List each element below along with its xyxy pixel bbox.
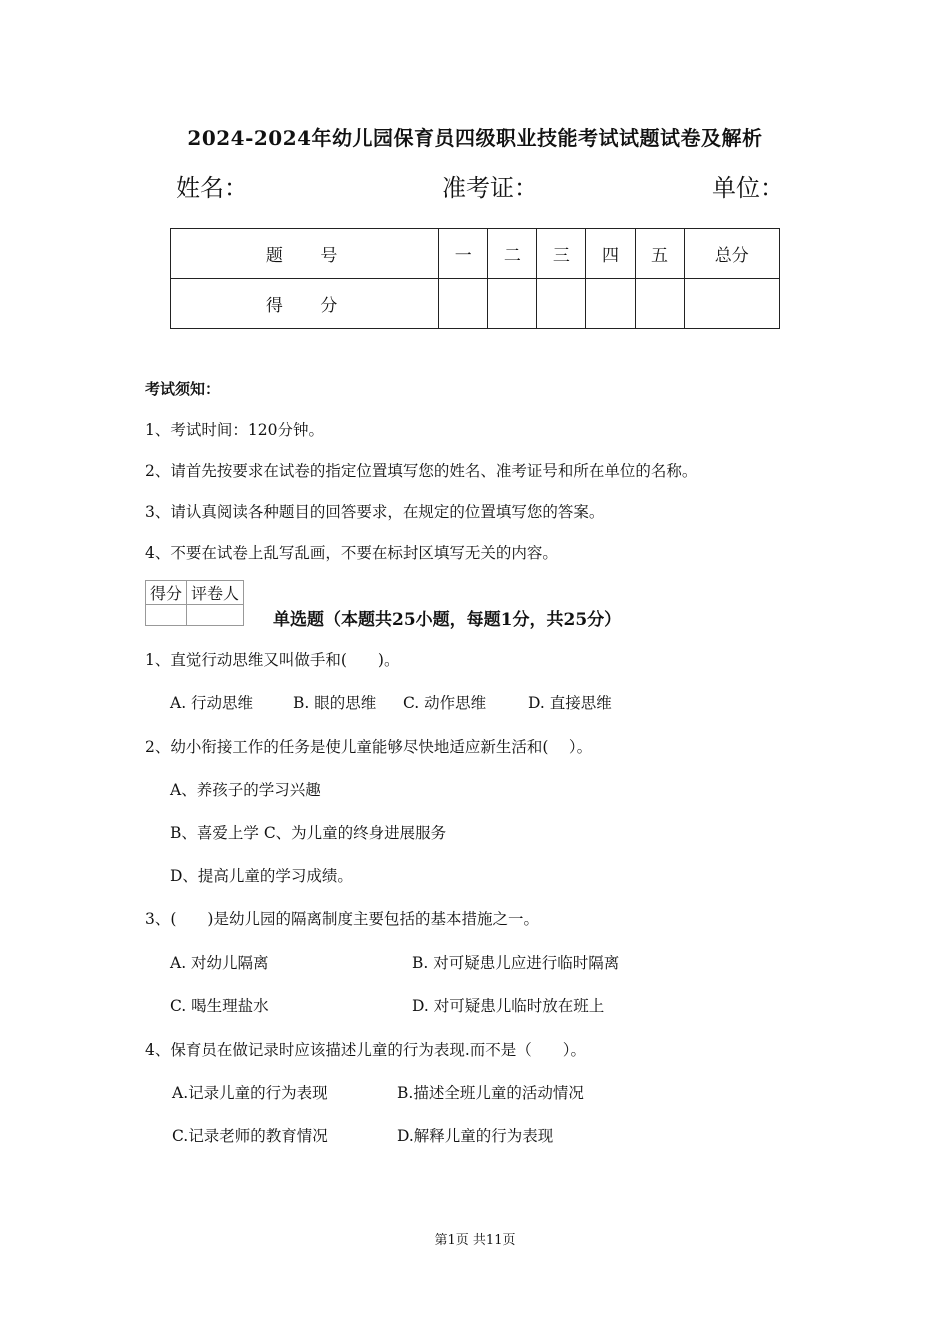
question-text: 1、直觉行动思维又叫做手和( )。 (145, 651, 400, 669)
score-table-header-cell: 四 (586, 229, 635, 279)
score-cell (635, 279, 684, 329)
score-table-row-label: 得 分 (171, 279, 439, 329)
page-title: 2024-2024年幼儿园保育员四级职业技能考试试题试卷及解析 (187, 126, 763, 150)
question-option: A. 对幼儿隔离 (170, 954, 269, 972)
score-cell (439, 279, 488, 329)
score-table-header-cell: 题 号 (171, 229, 439, 279)
score-table-header-cell: 二 (488, 229, 537, 279)
score-cell (488, 279, 537, 329)
question-option: B. 对可疑患儿应进行临时隔离 (412, 954, 620, 972)
question-text: 2、幼小衔接工作的任务是使儿童能够尽快地适应新生活和( ）。 (145, 738, 593, 756)
question-option: A.记录儿童的行为表现 (172, 1084, 328, 1102)
question-option: D、提高儿童的学习成绩。 (170, 867, 353, 885)
grader-box-score-cell (146, 605, 187, 626)
grader-box-grader-label: 评卷人 (187, 581, 244, 605)
question-option: B、喜爱上学 C、为儿童的终身进展服务 (170, 824, 447, 842)
notice-item: 2、请首先按要求在试卷的指定位置填写您的姓名、准考证号和所在单位的名称。 (145, 462, 698, 480)
score-table-header-row (171, 229, 780, 279)
score-cell (586, 279, 635, 329)
section-heading: 单选题（本题共25小题，每题1分，共25分） (273, 610, 622, 630)
question-option: A. 行动思维 (170, 694, 254, 712)
grader-box-grader-cell (187, 605, 244, 626)
unit-field-label: 单位： (712, 174, 784, 202)
notice-item: 4、不要在试卷上乱写乱画，不要在标封区填写无关的内容。 (145, 544, 558, 562)
question-option: C. 喝生理盐水 (170, 997, 269, 1015)
notice-item: 1、考试时间：120分钟。 (145, 421, 324, 439)
notice-item: 3、请认真阅读各种题目的回答要求，在规定的位置填写您的答案。 (145, 503, 605, 521)
question-option: B.描述全班儿童的活动情况 (397, 1084, 584, 1102)
grader-box-score-label: 得分 (146, 581, 187, 605)
name-field-label: 姓名： (176, 174, 248, 202)
grader-box (145, 580, 244, 626)
question-option: D. 对可疑患儿临时放在班上 (412, 997, 605, 1015)
question-option: D. 直接思维 (528, 694, 612, 712)
score-cell (684, 279, 779, 329)
notice-heading: 考试须知： (145, 380, 221, 398)
score-table-header-cell: 总分 (684, 229, 779, 279)
score-table-header-cell: 五 (635, 229, 684, 279)
score-table-score-row (171, 279, 780, 329)
score-table-header-cell: 三 (537, 229, 586, 279)
page-footer: 第1页 共11页 (434, 1233, 516, 1248)
question-option: A、养孩子的学习兴趣 (170, 781, 321, 799)
score-table-header-cell: 一 (439, 229, 488, 279)
exam-id-field-label: 准考证： (442, 174, 538, 202)
question-text: 3、( )是幼儿园的隔离制度主要包括的基本措施之一。 (145, 910, 539, 928)
question-option: C.记录老师的教育情况 (172, 1127, 328, 1145)
score-cell (537, 279, 586, 329)
question-text: 4、保育员在做记录时应该描述儿童的行为表现.而不是（ ）。 (145, 1041, 587, 1059)
score-table (170, 228, 780, 329)
question-option: D.解释儿童的行为表现 (397, 1127, 554, 1145)
question-option: C. 动作思维 (403, 694, 487, 712)
question-option: B. 眼的思维 (293, 694, 377, 712)
